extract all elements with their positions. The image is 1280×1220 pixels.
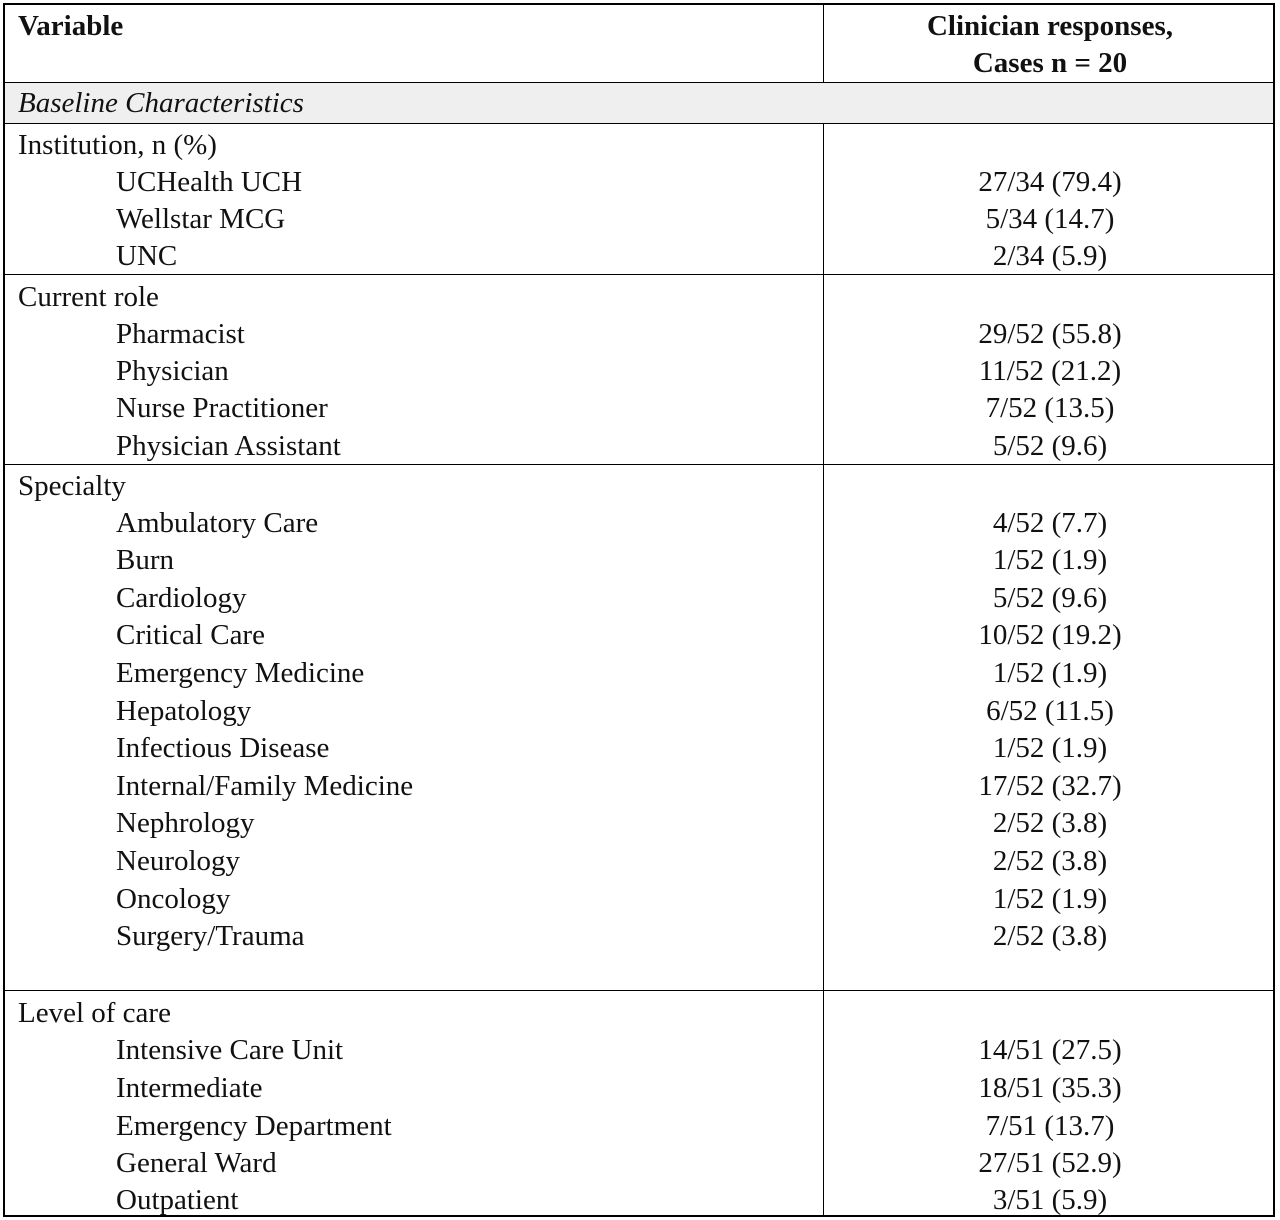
row-label: Neurology xyxy=(116,845,241,877)
table-row xyxy=(5,804,1273,842)
row-label: Intensive Care Unit xyxy=(116,1034,344,1066)
row-label: Ambulatory Care xyxy=(116,507,319,539)
row-label: Internal/Family Medicine xyxy=(116,770,414,802)
row-label: Pharmacist xyxy=(116,318,245,350)
row-label: Emergency Medicine xyxy=(116,657,365,689)
row-label: Oncology xyxy=(116,883,231,915)
group-label: Specialty xyxy=(18,470,126,502)
table-row xyxy=(5,237,1273,275)
header-clinician-responses xyxy=(823,8,1277,82)
table-row xyxy=(5,842,1273,880)
group-divider xyxy=(5,464,1273,465)
row-label: Cardiology xyxy=(116,582,247,614)
section-title: Baseline Characteristics xyxy=(18,87,304,119)
row-value: 27/34 (79.4) xyxy=(978,166,1122,198)
group-label: Current role xyxy=(18,281,159,313)
row-value: 1/52 (1.9) xyxy=(992,657,1108,689)
row-value: 3/51 (5.9) xyxy=(992,1184,1108,1216)
row-label: Hepatology xyxy=(116,695,252,727)
table-row xyxy=(5,200,1273,238)
row-label: Nephrology xyxy=(116,807,255,839)
table-row xyxy=(5,1069,1273,1107)
table-row xyxy=(5,729,1273,767)
row-label: Surgery/Trauma xyxy=(116,920,305,952)
row-label: UNC xyxy=(116,240,178,272)
row-value: 2/52 (3.8) xyxy=(992,807,1108,839)
group-divider xyxy=(5,990,1273,991)
row-label: Critical Care xyxy=(116,619,265,651)
table-row xyxy=(5,1144,1273,1182)
group-label-row xyxy=(5,467,1273,505)
table-row xyxy=(5,767,1273,805)
table-row xyxy=(5,389,1273,427)
row-value: 4/52 (7.7) xyxy=(992,507,1108,539)
table-row xyxy=(5,163,1273,201)
table-row xyxy=(5,692,1273,730)
row-label: UCHealth UCH xyxy=(116,166,303,198)
group-label: Level of care xyxy=(18,997,171,1029)
row-value: 1/52 (1.9) xyxy=(992,883,1108,915)
row-value: 6/52 (11.5) xyxy=(986,695,1114,727)
table-row xyxy=(5,541,1273,579)
row-value: 7/52 (13.5) xyxy=(985,392,1115,424)
header-col-line2: Cases n = 20 xyxy=(972,47,1128,79)
row-label: Infectious Disease xyxy=(116,732,330,764)
row-value: 2/52 (3.8) xyxy=(992,845,1108,877)
row-label: Nurse Practitioner xyxy=(116,392,328,424)
characteristics-table xyxy=(3,3,1275,1217)
table-row xyxy=(5,616,1273,654)
row-label: Physician Assistant xyxy=(116,430,341,462)
row-label: Emergency Department xyxy=(116,1110,392,1142)
row-label: General Ward xyxy=(116,1147,277,1179)
table-row xyxy=(5,654,1273,692)
table-row xyxy=(5,427,1273,465)
group-label-row xyxy=(5,994,1273,1032)
group-label-row xyxy=(5,126,1273,164)
row-value: 1/52 (1.9) xyxy=(992,544,1108,576)
row-value: 1/52 (1.9) xyxy=(992,732,1108,764)
row-value: 14/51 (27.5) xyxy=(978,1034,1122,1066)
row-value: 7/51 (13.7) xyxy=(985,1110,1115,1142)
row-value: 2/34 (5.9) xyxy=(992,240,1108,272)
table-row xyxy=(5,352,1273,390)
row-label: Burn xyxy=(116,544,174,576)
row-label: Intermediate xyxy=(116,1072,263,1104)
group-divider xyxy=(5,274,1273,275)
table-row xyxy=(5,1181,1273,1219)
table-row xyxy=(5,504,1273,542)
row-value: 29/52 (55.8) xyxy=(978,318,1122,350)
table-row xyxy=(5,917,1273,955)
table-row xyxy=(5,1031,1273,1069)
row-value: 5/52 (9.6) xyxy=(992,582,1108,614)
table-row xyxy=(5,880,1273,918)
row-value: 5/52 (9.6) xyxy=(992,430,1108,462)
row-value: 27/51 (52.9) xyxy=(978,1147,1122,1179)
table-row xyxy=(5,1107,1273,1145)
header-col-line1: Clinician responses, xyxy=(926,10,1173,42)
row-value: 5/34 (14.7) xyxy=(985,203,1115,235)
row-value: 17/52 (32.7) xyxy=(978,770,1122,802)
row-label: Wellstar MCG xyxy=(116,203,286,235)
table-row xyxy=(5,315,1273,353)
header-variable: Variable xyxy=(18,10,124,42)
group-label-row xyxy=(5,278,1273,316)
row-value: 11/52 (21.2) xyxy=(978,355,1122,387)
row-label: Outpatient xyxy=(116,1184,239,1216)
row-value: 18/51 (35.3) xyxy=(978,1072,1122,1104)
group-label: Institution, n (%) xyxy=(18,129,217,161)
row-value: 2/52 (3.8) xyxy=(992,920,1108,952)
table-row xyxy=(5,579,1273,617)
row-label: Physician xyxy=(116,355,229,387)
row-value: 10/52 (19.2) xyxy=(978,619,1122,651)
